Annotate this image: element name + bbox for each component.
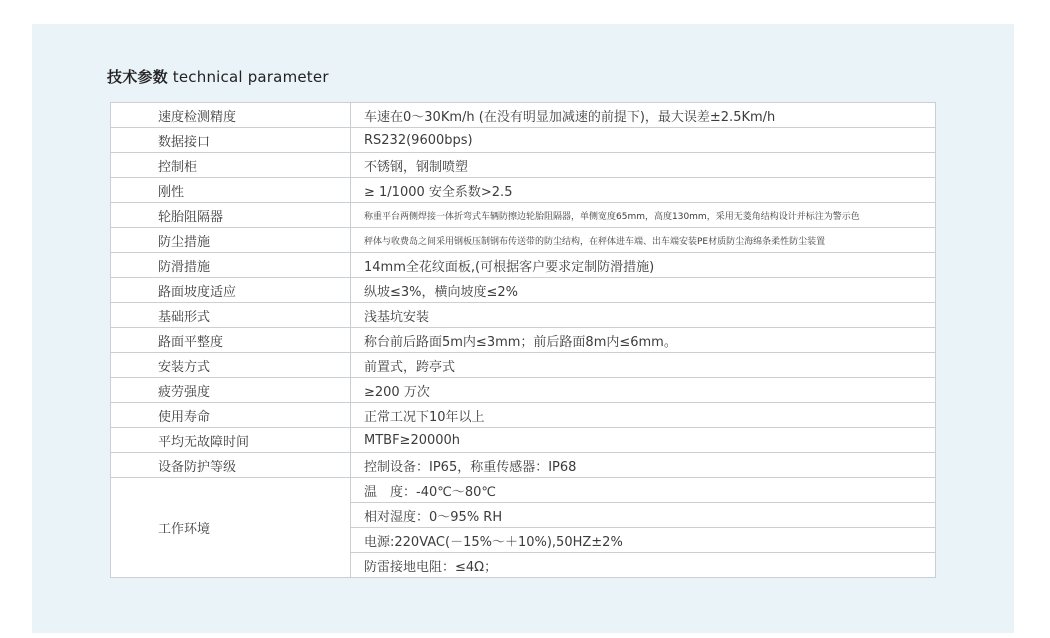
- param-label: 使用寿命: [111, 403, 351, 428]
- param-label: 平均无故障时间: [111, 428, 351, 453]
- environment-value: 温 度：-40℃～80℃: [351, 478, 936, 503]
- param-value: RS232(9600bps): [351, 128, 936, 153]
- table-row: [111, 103, 936, 128]
- param-value: 秤体与收费岛之间采用钢板压制钢布传送带的防尘结构，在秤体进车端、出车端安装PE材质防尘海绵条柔性防尘装置: [351, 228, 936, 253]
- param-value: ≥200 万次: [351, 378, 936, 403]
- table-row: [111, 153, 936, 178]
- section-title-cn: 技术参数: [107, 68, 168, 86]
- param-label: 控制柜: [111, 153, 351, 178]
- table-row: [111, 403, 936, 428]
- param-label: 防尘措施: [111, 228, 351, 253]
- table-row: [111, 428, 936, 453]
- param-label: 疲劳强度: [111, 378, 351, 403]
- parameter-table: [110, 102, 936, 578]
- param-value: 称重平台两侧焊接一体折弯式车辆防擦边轮胎阻隔器，单侧宽度65mm，高度130mm，采用无菱角结构设计并标注为警示色: [351, 203, 936, 228]
- environment-value: 相对湿度：0～95% RH: [351, 503, 936, 528]
- param-value: 前置式，跨亭式: [351, 353, 936, 378]
- param-label: 基础形式: [111, 303, 351, 328]
- param-label: 轮胎阻隔器: [111, 203, 351, 228]
- table-row: [111, 353, 936, 378]
- table-row: [111, 378, 936, 403]
- table-row: [111, 228, 936, 253]
- param-value: ≥ 1/1000 安全系数>2.5: [351, 178, 936, 203]
- param-label: 速度检测精度: [111, 103, 351, 128]
- param-value: 控制设备：IP65，称重传感器：IP68: [351, 453, 936, 478]
- param-label: 数据接口: [111, 128, 351, 153]
- param-label: 设备防护等级: [111, 453, 351, 478]
- param-value: 车速在0～30Km/h (在没有明显加减速的前提下)，最大误差±2.5Km/h: [351, 103, 936, 128]
- param-value: 14mm全花纹面板,(可根据客户要求定制防滑措施): [351, 253, 936, 278]
- param-value: 浅基坑安装: [351, 303, 936, 328]
- table-row-environment: [111, 478, 936, 503]
- environment-value: 电源:220VAC(－15%～＋10%),50HZ±2%: [351, 528, 936, 553]
- section-title-en: technical parameter: [172, 68, 329, 86]
- table-row: [111, 278, 936, 303]
- param-value: 不锈钢，钢制喷塑: [351, 153, 936, 178]
- table-row: [111, 178, 936, 203]
- param-value: MTBF≥20000h: [351, 428, 936, 453]
- table-row: [111, 203, 936, 228]
- param-value: 纵坡≤3%，横向坡度≤2%: [351, 278, 936, 303]
- table-row: [111, 328, 936, 353]
- environment-value: 防雷接地电阻：≤4Ω；: [351, 553, 936, 578]
- param-value: 称台前后路面5m内≤3mm；前后路面8m内≤6mm。: [351, 328, 936, 353]
- param-label: 刚性: [111, 178, 351, 203]
- environment-label: 工作环境: [111, 478, 351, 578]
- table-row: [111, 453, 936, 478]
- param-label: 防滑措施: [111, 253, 351, 278]
- param-value: 正常工况下10年以上: [351, 403, 936, 428]
- table-row: [111, 253, 936, 278]
- param-label: 路面平整度: [111, 328, 351, 353]
- param-label: 路面坡度适应: [111, 278, 351, 303]
- section-heading: [107, 66, 329, 87]
- content-panel: [32, 24, 1014, 633]
- param-label: 安装方式: [111, 353, 351, 378]
- table-row: [111, 128, 936, 153]
- table-row: [111, 303, 936, 328]
